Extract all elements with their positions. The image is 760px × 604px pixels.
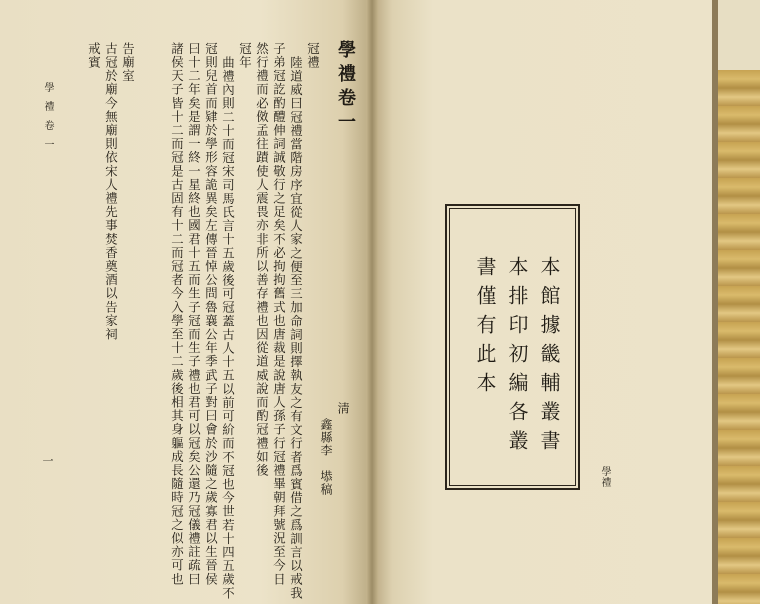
- cover-edge: [712, 0, 718, 604]
- text-column-heading: 戒賓: [86, 42, 102, 70]
- author-name: 鑫縣李 塨稿: [319, 418, 333, 496]
- chapter-title: 學禮卷一: [335, 40, 356, 136]
- page-mark: 學禮: [599, 466, 610, 488]
- text-column: 古冠於廟今無廟則依宋人禮先事焚香奠酒以告家祠: [103, 42, 119, 342]
- cover-pattern-decoration: [716, 70, 760, 604]
- margin-page-number: 一: [41, 455, 54, 475]
- text-column: 冠則兒首而肄於學形容詭異矣左傳晉悼公問魯襄公年季武子對曰會於沙隨之歲寡君以生晉侯: [203, 42, 219, 586]
- author-dynasty: 淸: [336, 402, 350, 415]
- publisher-note-line: 本館據畿輔叢書: [537, 256, 561, 459]
- text-column-heading: 冠年: [237, 42, 253, 70]
- publisher-note-line: 書僅有此本: [473, 256, 497, 401]
- text-column: 曰十二年矣是謂一終一星終也國君十五而生子冠而生子禮也君可以冠矣公還乃冠儀禮註疏曰: [186, 42, 202, 586]
- book-spine: [366, 0, 378, 604]
- text-column: 然行禮而必傚孟往蹟使人震畏亦非所以善存禮也因從道威說而酌冠禮如後: [254, 42, 270, 478]
- text-column: 子弟冠訖酌醴伸詞誠敬行之足矣不必拘拘舊式也唐裁是說唐人孫子行冠禮畢朝拜號況至今日: [271, 42, 287, 586]
- text-column-heading: 告廟室: [120, 42, 136, 83]
- text-column: 曲禮內則二十而冠宋司馬氏言十五歲後可冠蓋古人十五以前可紒而不冠也今世若十四五歲不: [220, 56, 236, 600]
- text-column: 陸道威曰冠禮當階房序宜從人家之便至三加命詞則擇執友之有文行者爲賓借之爲訓言以戒我: [288, 56, 304, 600]
- text-column: 諸侯天子皆十二而冠是古固有十二而冠者今入學至十二歲後相其身軀成長隨時冠之似亦可也: [169, 42, 185, 586]
- text-column-heading: 冠禮: [305, 42, 321, 70]
- margin-title: 學禮卷一: [42, 82, 53, 158]
- publisher-note-line: 本排印初編各叢: [505, 256, 529, 459]
